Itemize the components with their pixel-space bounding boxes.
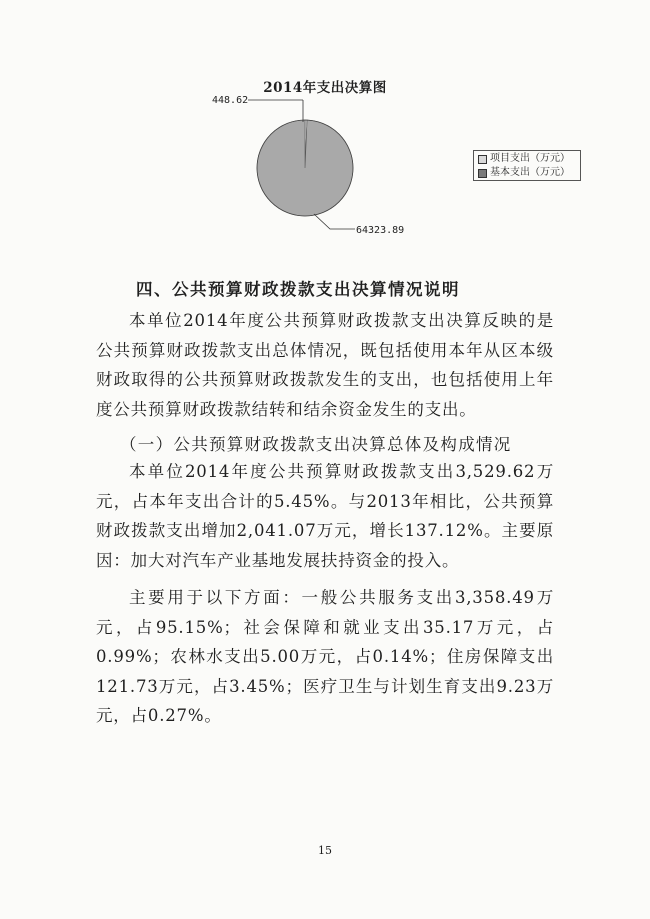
leader-line-basic [314,214,355,229]
legend-swatch-basic [478,169,487,178]
legend-item-basic [478,166,580,180]
data-label-project: 448.62 [212,95,249,106]
subsection-heading: （一）公共预算财政拨款支出决算总体及构成情况 [120,435,512,454]
legend-item-project [478,152,580,166]
page-number: 15 [318,844,332,857]
pie-chart [0,0,650,250]
section-heading: 四、公共预算财政拨款支出决算情况说明 [136,280,460,299]
paragraph-total: 本单位2014年度公共预算财政拨款支出3,529.62万元，占本年支出合计的5.45%。与2013年相比，公共预算财政拨款支出增加2,041.07万元，增长137.12%。主要原因：加大对汽车产业基地发展扶持资金的投入。 [96,462,554,570]
legend-label-basic: 基本支出（万元） [490,167,570,178]
legend-label-project: 项目支出（万元） [490,153,570,164]
chart-title: 2014年支出决算图 [263,80,387,96]
legend-swatch-project [478,155,487,164]
pie-slice-basic [257,120,353,216]
chart-legend [473,150,581,181]
paragraph-overview: 本单位2014年度公共预算财政拨款支出决算反映的是公共预算财政拨款支出总体情况，既包括使用本年从区本级财政取得的公共预算财政拨款发生的支出，也包括使用上年度公共预算财政拨款结转和结余资金发生的支出。 [96,311,554,419]
paragraph-breakdown: 主要用于以下方面：一般公共服务支出3,358.49万元，占95.15%；社会保障和就业支出35.17万元，占0.99%；农林水支出5.00万元，占0.14%；住房保障支出121.73万元，占3.45%；医疗卫生与计划生育支出9.23万元，占0.27%。 [96,588,554,726]
data-label-basic: 64323.89 [356,225,405,236]
